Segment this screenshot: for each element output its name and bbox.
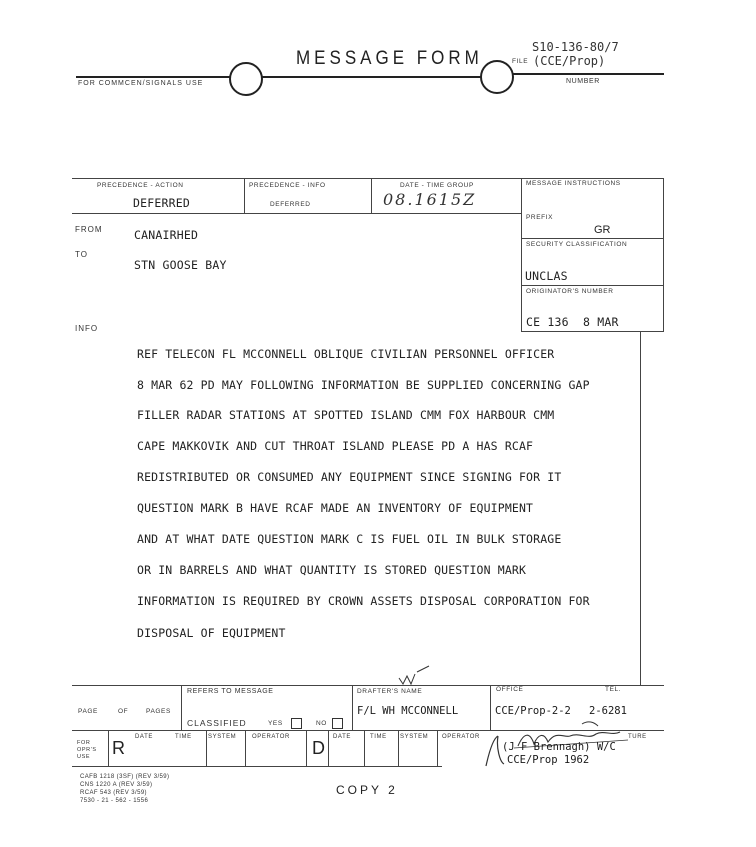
message-line: AND AT WHAT DATE QUESTION MARK C IS FUEL OIL IN BULK STORAGE bbox=[137, 532, 562, 546]
to-label: TO bbox=[75, 250, 88, 259]
security-label: SECURITY CLASSIFICATION bbox=[526, 241, 628, 248]
classified-yes-label: YES bbox=[268, 720, 283, 727]
body-right-edge bbox=[640, 331, 641, 685]
header-rule-left bbox=[76, 76, 237, 78]
r-date-label: DATE bbox=[135, 734, 153, 740]
message-line: REDISTRIBUTED OR CONSUMED ANY EQUIPMENT SINCE SIGNING FOR IT bbox=[137, 470, 562, 484]
d-operator-label: OPERATOR bbox=[442, 734, 480, 740]
op-v2 bbox=[206, 730, 207, 766]
file-number-line1: S10-136-80/7 bbox=[532, 40, 619, 54]
footer-top-rule bbox=[72, 685, 664, 686]
precedence-action-label: PRECEDENCE - ACTION bbox=[97, 182, 184, 189]
page-label: PAGE bbox=[78, 708, 98, 715]
grid-originator-bottom bbox=[521, 331, 664, 332]
precedence-action-value: DEFERRED bbox=[133, 196, 190, 210]
grid-top-row-bottom bbox=[72, 213, 521, 214]
signature-caption: TURE bbox=[628, 734, 647, 740]
op-v5 bbox=[328, 730, 329, 766]
from-value: CANAIRHED bbox=[134, 228, 199, 242]
footer-v-page bbox=[181, 685, 182, 730]
release-line2: CCE/Prop 1962 bbox=[507, 754, 590, 766]
d-system-label: SYSTEM bbox=[400, 734, 429, 740]
grid-v3 bbox=[521, 178, 522, 331]
initial-mark bbox=[395, 664, 435, 688]
op-v6 bbox=[364, 730, 365, 766]
grid-prefix-bottom bbox=[521, 238, 664, 239]
number-caption: NUMBER bbox=[566, 78, 600, 85]
originator-value: CE 136 8 MAR bbox=[526, 315, 619, 329]
r-system-label: SYSTEM bbox=[208, 734, 237, 740]
of-label: OF bbox=[118, 708, 129, 715]
message-line: QUESTION MARK B HAVE RCAF MADE AN INVENTORY OF EQUIPMENT bbox=[137, 501, 534, 515]
form-title: MESSAGE FORM bbox=[296, 46, 483, 69]
file-number-line2: (CCE/Prop) bbox=[533, 54, 606, 68]
r-time-label: TIME bbox=[175, 734, 192, 740]
op-v1 bbox=[108, 730, 109, 766]
form-number-line: RCAF 543 (REV 3/59) bbox=[80, 790, 147, 796]
classified-yes-checkbox[interactable] bbox=[291, 718, 302, 729]
r-operator-label: OPERATOR bbox=[252, 734, 290, 740]
footer-v-drafter bbox=[352, 685, 353, 730]
grid-security-bottom bbox=[521, 285, 664, 286]
punch-hole-left bbox=[229, 62, 263, 96]
pages-label: PAGES bbox=[146, 708, 171, 715]
copy-label: COPY 2 bbox=[336, 783, 398, 797]
form-number-line: 7530 - 21 - 562 - 1556 bbox=[80, 798, 149, 804]
originator-label: ORIGINATOR'S NUMBER bbox=[526, 288, 614, 295]
header-rule-right bbox=[512, 73, 664, 75]
grid-v2 bbox=[371, 178, 372, 213]
office-value: CCE/Prop-2-2 bbox=[495, 705, 571, 717]
dtg-value: 08.1615Z bbox=[383, 190, 477, 209]
op-v7 bbox=[398, 730, 399, 766]
grid-v1 bbox=[244, 178, 245, 213]
refers-label: REFERS TO MESSAGE bbox=[187, 688, 274, 695]
message-instructions-label: MESSAGE INSTRUCTIONS bbox=[526, 180, 621, 187]
grid-right-edge bbox=[663, 178, 664, 331]
message-line: REF TELECON FL MCCONNELL OBLIQUE CIVILIAN PERSONNEL OFFICER bbox=[137, 347, 555, 361]
op-v8 bbox=[437, 730, 438, 766]
release-line1: (J F Brennagh) W/C bbox=[502, 741, 616, 753]
info-label: INFO bbox=[75, 324, 99, 333]
from-label: FROM bbox=[75, 225, 103, 234]
d-label: D bbox=[312, 738, 325, 758]
form-number-line: CNS 1220 A (REV 3/59) bbox=[80, 782, 153, 788]
header-rule-mid bbox=[262, 76, 488, 78]
message-line: OR IN BARRELS AND WHAT QUANTITY IS STORED QUESTION MARK bbox=[137, 563, 527, 577]
classified-no-checkbox[interactable] bbox=[332, 718, 343, 729]
message-line: INFORMATION IS REQUIRED BY CROWN ASSETS DISPOSAL CORPORATION FOR bbox=[137, 594, 590, 608]
classified-no-label: NO bbox=[316, 720, 327, 727]
r-label: R bbox=[112, 738, 125, 758]
to-value: STN GOOSE BAY bbox=[134, 258, 227, 272]
footer-bottom-rule bbox=[72, 766, 442, 767]
message-line: FILLER RADAR STATIONS AT SPOTTED ISLAND CMM FOX HARBOUR CMM bbox=[137, 408, 555, 422]
tel-label: TEL. bbox=[605, 686, 622, 693]
prefix-value: GR bbox=[594, 224, 611, 236]
tel-value: 2-6281 bbox=[589, 705, 627, 717]
op-v3 bbox=[245, 730, 246, 766]
d-time-label: TIME bbox=[370, 734, 387, 740]
op-v4 bbox=[306, 730, 307, 766]
drafter-label: DRAFTER'S NAME bbox=[357, 688, 423, 695]
drafter-value: F/L WH MCCONNELL bbox=[357, 705, 459, 717]
precedence-info-value: DEFERRED bbox=[270, 201, 311, 208]
message-line: 8 MAR 62 PD MAY FOLLOWING INFORMATION BE SUPPLIED CONCERNING GAP bbox=[137, 378, 590, 392]
message-line: CAPE MAKKOVIK AND CUT THROAT ISLAND PLEASE PD A HAS RCAF bbox=[137, 439, 534, 453]
commcen-caption: FOR COMMCEN/SIGNALS USE bbox=[78, 80, 204, 87]
file-label: FILE bbox=[512, 58, 529, 65]
for-ops-label: FOR OPR'S USE bbox=[77, 740, 97, 760]
security-value: UNCLAS bbox=[525, 269, 568, 283]
dtg-label: DATE - TIME GROUP bbox=[400, 182, 474, 189]
form-number-line: CAFB 1218 (3SF) (REV 3/59) bbox=[80, 774, 170, 780]
punch-hole-right bbox=[480, 60, 514, 94]
message-line: DISPOSAL OF EQUIPMENT bbox=[137, 626, 286, 640]
classified-label: CLASSIFIED bbox=[187, 718, 247, 728]
grid-top bbox=[72, 178, 664, 179]
d-date-label: DATE bbox=[333, 734, 351, 740]
prefix-label: PREFIX bbox=[526, 214, 554, 221]
office-label: OFFICE bbox=[496, 686, 524, 693]
precedence-info-label: PRECEDENCE - INFO bbox=[249, 182, 326, 189]
